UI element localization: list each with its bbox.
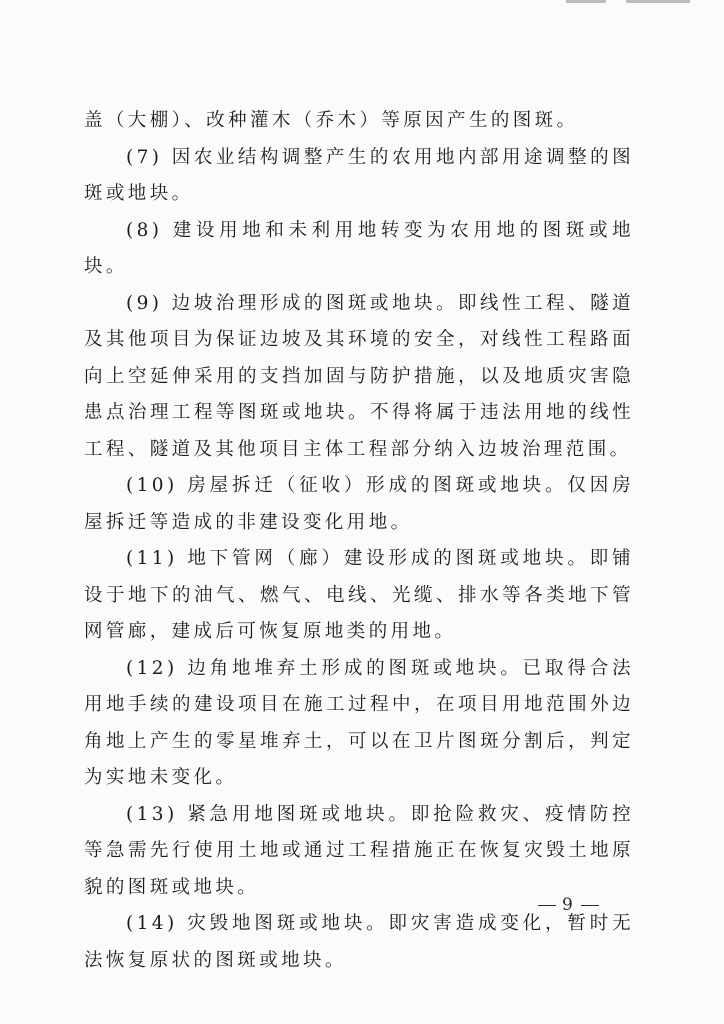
page-number <box>532 895 605 915</box>
document-body <box>84 103 634 979</box>
paragraph-continuation: 盖（大棚）、改种灌木（乔木）等原因产生的图斑。 <box>84 110 579 131</box>
paragraph-item-10: (10) 房屋拆迁（征收）形成的图斑或地块。仅因房屋拆迁等造成的非建设变化用地。 <box>84 475 634 533</box>
paragraph-item-14: (14) 灾毁地图斑或地块。即灾害造成变化，暂时无法恢复原状的图斑或地块。 <box>84 913 634 971</box>
page-number-dash-left <box>538 905 556 906</box>
page-number-value: 9 <box>562 895 575 915</box>
paragraph-item-7: (7) 因农业结构调整产生的农用地内部用途调整的图斑或地块。 <box>84 146 634 204</box>
scan-header-marks <box>556 0 706 6</box>
paragraph-item-13: (13) 紧急用地图斑或地块。即抢险救灾、疫情防控等急需先行使用土地或通过工程措施正在恢复灾毁土地原貌的图斑或地块。 <box>84 803 634 898</box>
paragraph-item-9: (9) 边坡治理形成的图斑或地块。即线性工程、隧道及其他项目为保证边坡及其环境的安全，对线性工程路面向上空延伸采用的支挡加固与防护措施，以及地质灾害隐患点治理工程等图斑或地块。不得将属于违法用地的线性工程、隧道及其他项目主体工程部分纳入边坡治理范围。 <box>84 292 634 460</box>
page-number-dash-right <box>581 905 599 906</box>
paragraph-item-12: (12) 边角地堆弃土形成的图斑或地块。已取得合法用地手续的建设项目在施工过程中，在项目用地范围外边角地上产生的零星堆弃土，可以在卫片图斑分割后，判定为实地未变化。 <box>84 657 634 788</box>
paragraph-item-8: (8) 建设用地和未利用地转变为农用地的图斑或地块。 <box>84 219 634 277</box>
paragraph-item-11: (11) 地下管网（廊）建设形成的图斑或地块。即铺设于地下的油气、燃气、电线、光缆、排水等各类地下管网管廊，建成后可恢复原地类的用地。 <box>84 548 634 642</box>
